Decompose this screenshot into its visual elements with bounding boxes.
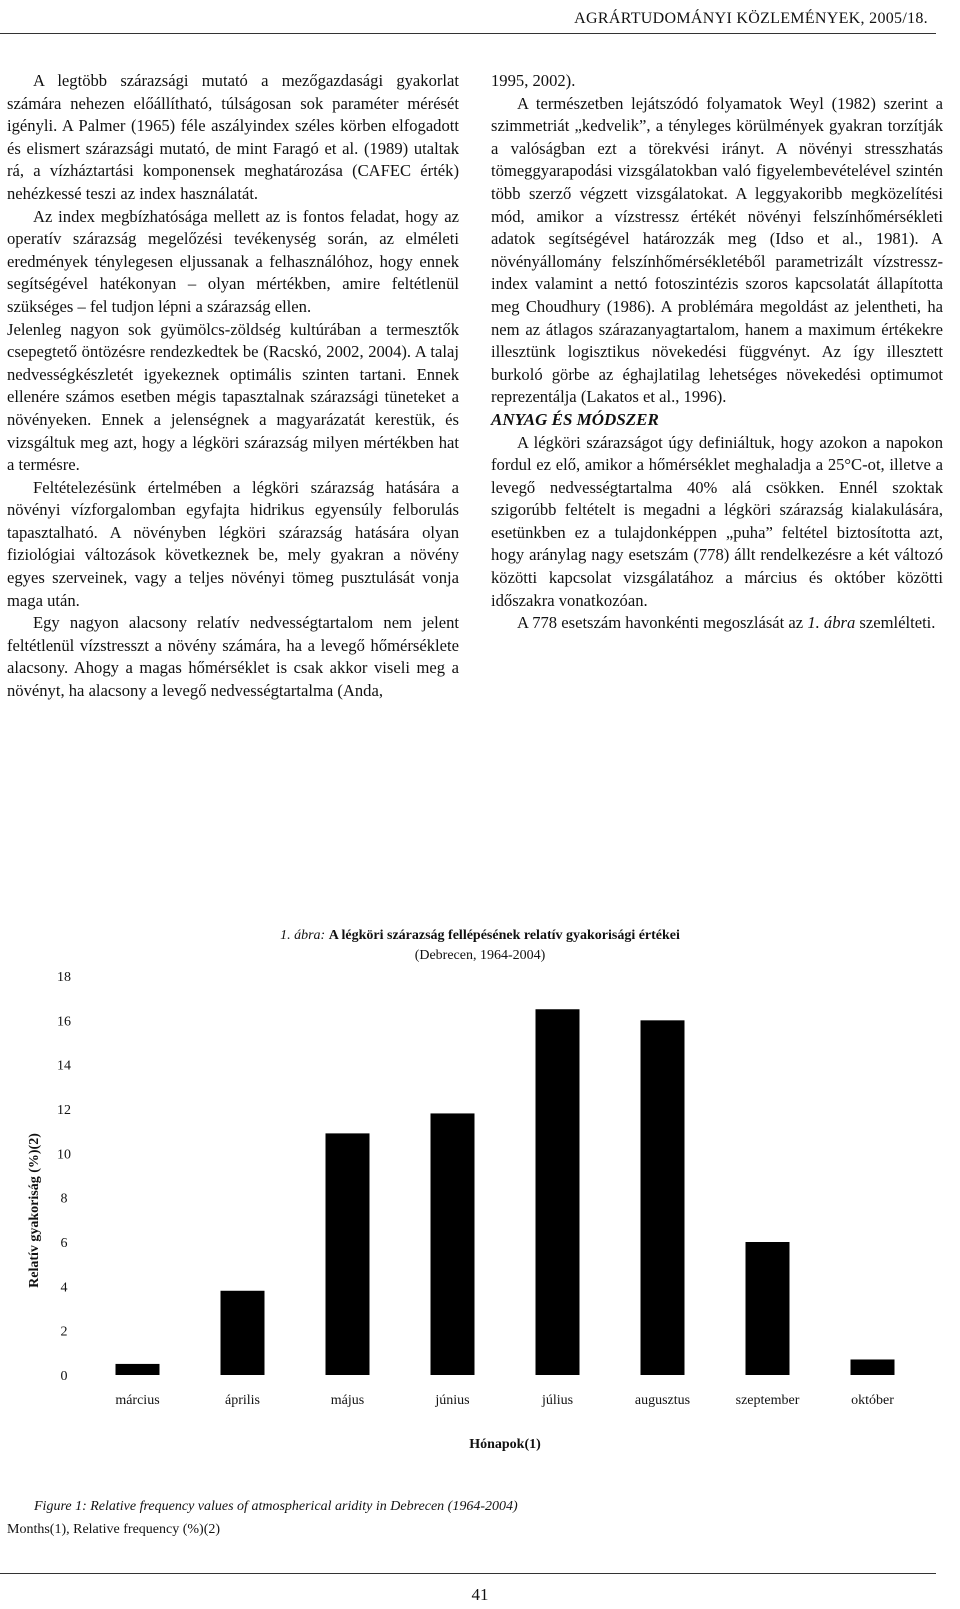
x-tick-label: szeptember — [735, 1393, 800, 1408]
footer-rule — [0, 1573, 936, 1574]
bar — [116, 1364, 160, 1375]
running-header: AGRÁRTUDOMÁNYI KÖZLEMÉNYEK, 2005/18. — [574, 10, 928, 27]
figure-caption — [0, 926, 960, 966]
y-tick-label: 0 — [60, 1369, 68, 1384]
paragraph: 1995, 2002). — [491, 71, 576, 90]
y-tick-label: 18 — [57, 970, 71, 985]
figure-subtitle: (Debrecen, 1964-2004) — [414, 948, 546, 963]
text: szemlélteti. — [855, 613, 936, 633]
paragraph: A légköri szárazságot úgy definiáltuk, hogy azokon a napokon fordul ez elő, amikor a hőmérséklet meghaladja a 25°C-ot, illetve a levegő nedvességtartalma 40% alá csökken. Ennél szoktak szigorúbb feltételt is megadni a légköri szárazság kialakulására, esetünkben ez a tulajdonképpen „puha” feltétel biztosította azt, hogy aránylag nagy esetszám (778) állt rendelkezésre a két változó közötti kapcsolat vizsgálatához a március és október közötti időszakra vonatkozóan. — [491, 432, 943, 610]
figure-caption-english-legend: Months(1), Relative frequency (%)(2) — [7, 1522, 221, 1537]
figure-caption-english: Figure 1: Relative frequency values of atmospherical aridity in Debrecen (1964-2004) — [34, 1499, 518, 1514]
page-number: 41 — [471, 1585, 489, 1604]
y-tick-label: 16 — [57, 1014, 71, 1030]
paragraph: Az index megbízhatósága mellett az is fontos feladat, hogy az operatív szárazság megelőzési tevékenység során, az elméleti eredmények ténylegesen eljussanak a felhasználóhoz, hogy ennek segítségével hatékonyan – olyan mértékben, amire feltétlenül szükséges – fel tudjon lépni a szárazság ellen. — [7, 206, 459, 316]
figure-title: A légköri szárazság fellépésének relatív gyakorisági értékei — [328, 928, 680, 943]
y-tick-label: 14 — [57, 1058, 71, 1074]
paragraph: Jelenleg nagyon sok gyümölcs-zöldség kultúrában a termesztők csepegtető öntözésre rendezkedtek be (Racskó, 2002, 2004). A talaj nedvességkészletét igyekeznek optimális szinten tartani. Ennek ellenére számos esetben mégis tapasztalnak szárazsági tüneteket a növényeken. Ennek a jelenségnek a magyarázatát kerestük, és vizsgáltuk meg azt, hogy a légköri szárazság milyen mértékben hat a termésre. — [7, 319, 459, 475]
paragraph: Feltételezésünk értelmében a légköri szárazság hatására a növényi vízforgalomban egyfajta hidrikus egyensúly felborulás tapasztalható. A növényben légköri szárazság hatására olyan fiziológiai változások következnek be, mely gyakran a növény egyes szerveinek, vagy a teljes növényi tömeg pusztulását vonja maga után. — [7, 477, 459, 610]
figure-label: 1. ábra: — [280, 928, 326, 943]
bar — [641, 1020, 685, 1375]
bar-chart — [0, 968, 960, 1468]
x-tick-label: április — [225, 1393, 260, 1408]
y-tick-label: 6 — [60, 1236, 68, 1251]
y-tick-label: 4 — [60, 1280, 68, 1296]
bar — [431, 1113, 475, 1375]
x-tick-label: október — [851, 1393, 894, 1408]
y-axis-label: Relatív gyakoriság (%)(2) — [27, 1133, 42, 1288]
y-tick-label: 8 — [60, 1191, 68, 1207]
x-tick-label: július — [541, 1393, 574, 1408]
bar — [221, 1291, 265, 1375]
header-rule — [0, 33, 936, 34]
chart-svg — [0, 968, 960, 1468]
y-tick-label: 2 — [60, 1324, 68, 1340]
x-tick-label: március — [115, 1393, 160, 1408]
figure-reference: 1. ábra — [807, 613, 856, 633]
bar — [746, 1242, 790, 1375]
x-axis-label: Hónapok(1) — [469, 1437, 541, 1452]
text: A 778 esetszám havonkénti megoszlását az — [517, 613, 808, 633]
y-tick-label: 12 — [57, 1103, 71, 1118]
left-column — [7, 70, 459, 703]
x-tick-label: május — [330, 1393, 365, 1408]
paragraph — [491, 612, 943, 635]
bar — [536, 1009, 580, 1375]
section-title: ANYAG ÉS MÓDSZER — [491, 409, 659, 429]
bar — [326, 1133, 370, 1375]
x-tick-label: június — [435, 1393, 470, 1408]
x-tick-label: augusztus — [634, 1393, 691, 1408]
paragraph: A természetben lejátszódó folyamatok Weyl (1982) szerint a szimmetriát „kedvelik”, a tényleges körülmények gyakran torzítják a valóságban ezt a törekvési irányt. A növényi stresszhatás tömeggyarapodási vizsgálatokban való figyelembevételével szintén több szerző végzett vizsgálatokat. A leggyakoribb megközelítési mód, amikor a vízstressz értékét növényi felszínhőmérsékleti adatok segítségével határozzák meg (Idso et al., 1981). A növényállomány felszínhőmérsékletéből parametrizált vízstressz-index valamint a nettó fotoszintézis szoros kapcsolatát állapította meg Choudhury (1986). A problémára megoldást az jelentheti, ha nem az átlagos szárazanyagtartalom, hanem a maximum értékekre illesztünk logisztikus növekedési függvényt. Az így illesztett burkoló görbe az éghajlatilag lehetséges növekedési optimumot reprezentálja (Lakatos et al., 1996). — [491, 93, 943, 407]
bar — [851, 1359, 895, 1375]
y-tick-label: 10 — [57, 1147, 71, 1163]
paragraph: A legtöbb szárazsági mutató a mezőgazdasági gyakorlat számára nehezen előállítható, túlságosan sok paraméter mérését igényli. A Palmer (1965) féle aszályindex széles körben elfogadott és elismert szárazsági mutató, de mint Faragó et al. (1989) utaltak rá, a vízháztartási komponensek meghatározása (CAFEC érték) nehézkessé teszi az index használatát. — [7, 71, 459, 203]
paragraph: Egy nagyon alacsony relatív nedvességtartalom nem jelent feltétlenül vízstresszt a növény számára, ha a levegő hőmérséklete alacsony. Ahogy a magas hőmérséklet is csak akkor viseli meg a növényt, ha alacsony a levegő nedvességtartalma (Anda, — [7, 613, 459, 701]
right-column — [491, 70, 943, 635]
